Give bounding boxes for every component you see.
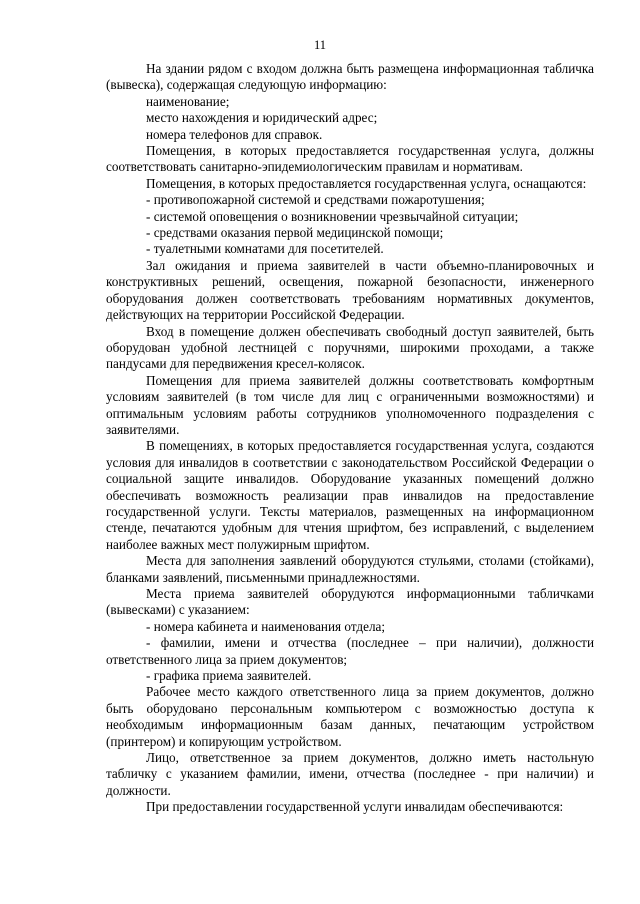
paragraph-signage: Места приема заявителей оборудуются информационными табличками (вывесками) с указанием:	[106, 586, 594, 618]
paragraph-workplace: Рабочее место каждого ответственного лица за прием документов, должно быть оборудовано персональным компьютером с возможностью доступа к необходимым информационным базам данных, печатающим устройством (принтером) и копирующим устройством.	[106, 684, 594, 749]
list-item: номера телефонов для справок.	[146, 126, 323, 142]
document-body	[106, 61, 594, 816]
list-item: наименование;	[146, 93, 230, 109]
list-item: - графика приема заявителей.	[146, 668, 312, 684]
paragraph-form-filling: Места для заполнения заявлений оборудуются стульями, столами (стойками), бланками заявлений, письменными принадлежностями.	[106, 553, 594, 585]
paragraph-reception-rooms: Помещения для приема заявителей должны соответствовать комфортным условиям заявителей (в том числе для лиц с ограниченными возможностями) и оптимальным условиям работы сотрудников уполномоченного подразделения с заявителями.	[106, 372, 594, 437]
list-item: место нахождения и юридический адрес;	[146, 110, 378, 126]
list-item: - противопожарной системой и средствами пожаротушения;	[146, 192, 485, 208]
list-item: - номера кабинета и наименования отдела;	[146, 618, 386, 634]
list-item: - системой оповещения о возникновении чрезвычайной ситуации;	[146, 208, 519, 224]
paragraph-equipment: Помещения, в которых предоставляется государственная услуга, оснащаются:	[146, 175, 587, 191]
paragraph-signboard: На здании рядом с входом должна быть размещена информационная табличка (вывеска), содержащая следующую информацию:	[106, 61, 594, 93]
list-item: - фамилии, имени и отчества (последнее – при наличии), должности ответственного лица за прием документов;	[106, 635, 594, 667]
paragraph-desk-sign: Лицо, ответственное за прием документов, должно иметь настольную табличку с указанием фамилии, имени, отчества (последнее - при наличии) и должности.	[106, 750, 594, 798]
paragraph-sanitary: Помещения, в которых предоставляется государственная услуга, должны соответствовать санитарно-эпидемиологическим правилам и нормативам.	[106, 143, 594, 175]
page-number: 11	[313, 38, 327, 52]
paragraph-entrance: Вход в помещение должен обеспечивать свободный доступ заявителей, быть оборудован удобной лестницей с поручнями, широкими проходами, а также пандусами для передвижения кресел-колясок.	[106, 323, 594, 372]
list-item: - туалетными комнатами для посетителей.	[146, 241, 384, 257]
paragraph-disabled-services: При предоставлении государственной услуги инвалидам обеспечиваются:	[146, 799, 564, 815]
paragraph-waiting-hall: Зал ожидания и приема заявителей в части объемно-планировочных и конструктивных решений, освещения, пожарной безопасности, инженерного оборудования должен соответствовать требованиям нормативных документов, действующих на территории Российской Федерации.	[106, 257, 594, 323]
list-item: - средствами оказания первой медицинской помощи;	[146, 225, 444, 241]
paragraph-disabled-conditions: В помещениях, в которых предоставляется государственная услуга, создаются условия для инвалидов в соответствии с законодательством Российской Федерации о социальной защите инвалидов. Оборудование указанных помещений должно обеспечивать возможность реализации прав инвалидов на предоставление государственной услуги. Тексты материалов, размещенных на информационном стенде, печатаются удобным для чтения шрифтом, без исправлений, с выделением наиболее важных мест полужирным шрифтом.	[106, 438, 594, 552]
